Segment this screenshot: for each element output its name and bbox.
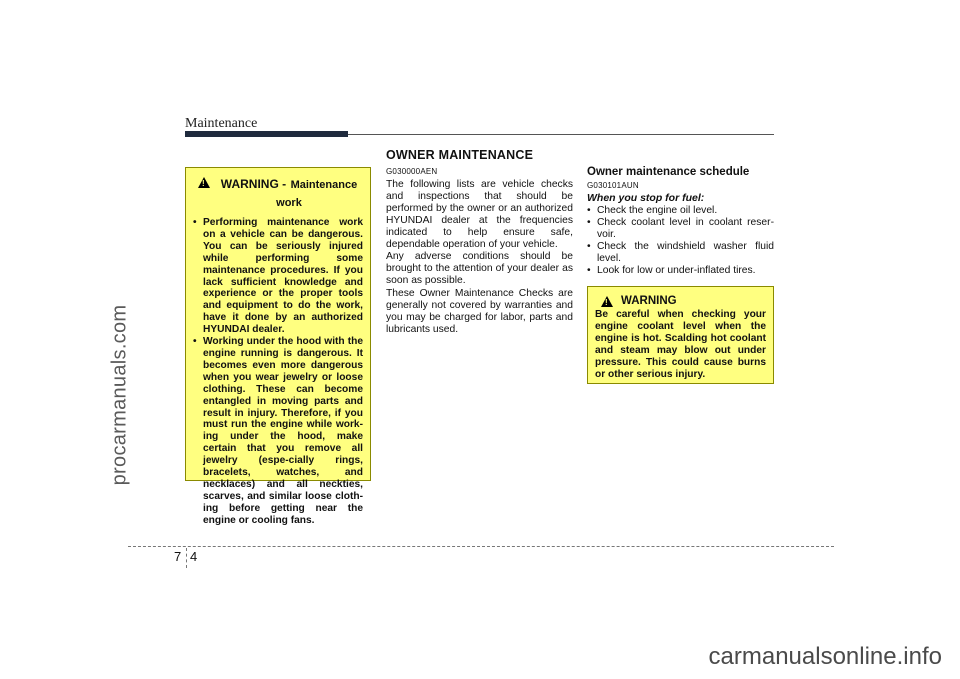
schedule-heading: Owner maintenance schedule: [587, 166, 750, 178]
warning-box-header: [601, 295, 766, 307]
page-number: 4: [190, 549, 198, 564]
page-title: OWNER MAINTENANCE: [386, 148, 534, 162]
list-item: • Look for low or under-inflated tires.: [587, 265, 774, 277]
footer-rule: [128, 546, 834, 547]
list-item: • Check coolant level in coolant reser-voir.: [587, 217, 774, 241]
paragraph: The following lists are vehicle checks and inspections that should be performed by the owner or an authorized HYUNDAI dealer at the frequencies indicated to help ensure safe, dependable operation of your vehicle.: [386, 179, 573, 250]
warning-body: [193, 217, 363, 527]
side-watermark: procarmanuals.com: [108, 304, 131, 486]
paragraph: These Owner Maintenance Checks are generally not covered by warranties and you may be charged for labor, parts and lubricants used.: [386, 288, 573, 335]
page-number-separator: [186, 548, 187, 568]
middle-column: [386, 167, 573, 336]
fuel-check-list: [587, 205, 774, 276]
warning-box-maintenance: [185, 167, 371, 526]
section-header: Maintenance: [185, 116, 258, 131]
schedule-code: G030101AUN: [587, 181, 639, 190]
warning-title-rest: Maintenance: [290, 179, 358, 191]
header-bar: [185, 131, 348, 137]
warning-item: • Working under the hood with the engine running is dangerous. It becomes even more dangerous when you wear jewelry or loose clothing. These can become entangled in moving parts and result in injury. Therefore, if you must run the engine while work-ing under the hood, make certain that you remove all jewelry (espe-cially rings, bracelets, watches, and necklaces) and all neckties, scarves, and similar loose cloth-ing before getting near the engine or cooling fans.: [193, 336, 363, 527]
warning-triangle-icon: !: [601, 296, 613, 307]
warning-title: [216, 175, 362, 211]
warning-title-line2: work: [276, 197, 302, 209]
bottom-watermark: carmanualsonline.info: [708, 643, 942, 670]
section-code: G030000AEN: [386, 167, 438, 176]
fuel-stop-subheading: When you stop for fuel:: [587, 192, 705, 204]
list-item: • Check the engine oil level.: [587, 205, 774, 217]
warning-box-header: [198, 175, 363, 211]
chapter-number: 7: [174, 549, 182, 564]
warning-title: WARNING: [621, 295, 677, 307]
list-item: • Check the windshield washer fluid level.: [587, 241, 774, 265]
right-column: [587, 166, 774, 276]
warning-body: Be careful when checking your engine coolant level when the engine is hot. Scalding hot coolant and steam may blow out under pressure. This could cause burns or other serious injury.: [595, 309, 766, 380]
header-rule: [348, 134, 774, 135]
warning-title-bold: WARNING -: [220, 177, 287, 191]
warning-triangle-icon: !: [198, 177, 210, 188]
warning-box-coolant: [587, 286, 774, 384]
paragraph: Any adverse conditions should be brought to the attention of your dealer as soon as possible.: [386, 251, 573, 287]
warning-item: • Performing maintenance work on a vehicle can be dangerous. You can be seriously injured while performing some maintenance procedures. If you lack sufficient knowledge and experience or the proper tools and equipment to do the work, have it done by an authorized HYUNDAI dealer.: [193, 217, 363, 336]
